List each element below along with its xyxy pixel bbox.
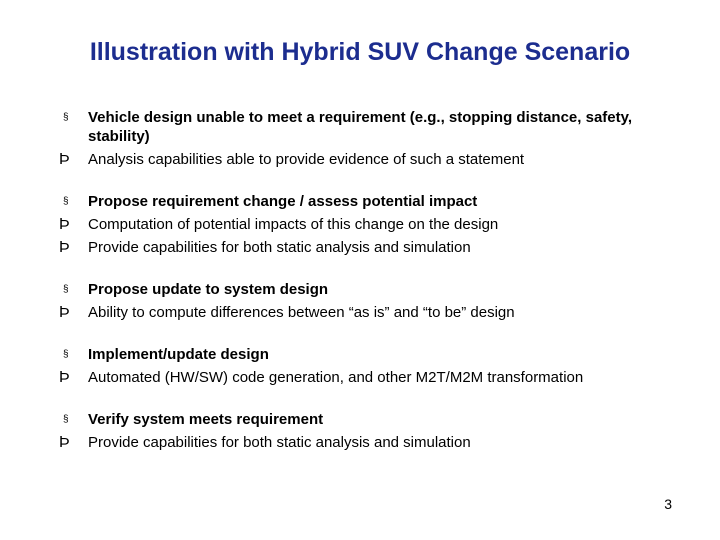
bullet-item (63, 192, 683, 211)
page-number: 3 (664, 496, 672, 512)
bullet-item (63, 345, 683, 364)
bullet-text: Verify system meets requirement (88, 411, 324, 428)
implies-arrow-icon: Þ (59, 239, 70, 256)
arrow-text: Provide capabilities for both static analysis and simulation (88, 434, 471, 451)
slide-title: Illustration with Hybrid SUV Change Scenario (89, 38, 631, 66)
bullet-icon: § (63, 284, 69, 295)
arrow-item (59, 215, 683, 234)
bullet-text: Propose requirement change / assess potential impact (88, 193, 478, 210)
slide-body (59, 106, 683, 475)
bullet-group (59, 345, 683, 387)
bullet-group (59, 280, 683, 322)
arrow-text: Automated (HW/SW) code generation, and other M2T/M2M transformation (88, 369, 584, 386)
bullet-icon: § (63, 414, 69, 425)
bullet-text: Implement/update design (88, 346, 269, 363)
arrow-text: Computation of potential impacts of this change on the design (88, 216, 499, 233)
arrow-item (59, 368, 683, 387)
implies-arrow-icon: Þ (59, 216, 70, 233)
bullet-item (63, 108, 683, 146)
bullet-icon: § (63, 112, 69, 123)
implies-arrow-icon: Þ (59, 151, 70, 168)
arrow-text: Analysis capabilities able to provide evidence of such a statement (88, 151, 525, 168)
bullet-item (63, 280, 683, 299)
bullet-icon: § (63, 196, 69, 207)
arrow-item (59, 238, 683, 257)
arrow-text: Provide capabilities for both static analysis and simulation (88, 239, 471, 256)
implies-arrow-icon: Þ (59, 434, 70, 451)
bullet-icon: § (63, 349, 69, 360)
bullet-item (63, 410, 683, 429)
arrow-item (59, 433, 683, 452)
bullet-group (59, 108, 683, 169)
implies-arrow-icon: Þ (59, 369, 70, 386)
bullet-text: Vehicle design unable to meet a requirement (e.g., stopping distance, safety, stability) (88, 109, 633, 145)
bullet-group (59, 192, 683, 257)
bullet-group (59, 410, 683, 452)
bullet-text: Propose update to system design (88, 281, 329, 298)
arrow-text: Ability to compute differences between “as is” and “to be” design (88, 304, 515, 321)
arrow-item (59, 303, 683, 322)
implies-arrow-icon: Þ (59, 304, 70, 321)
arrow-item (59, 150, 683, 169)
